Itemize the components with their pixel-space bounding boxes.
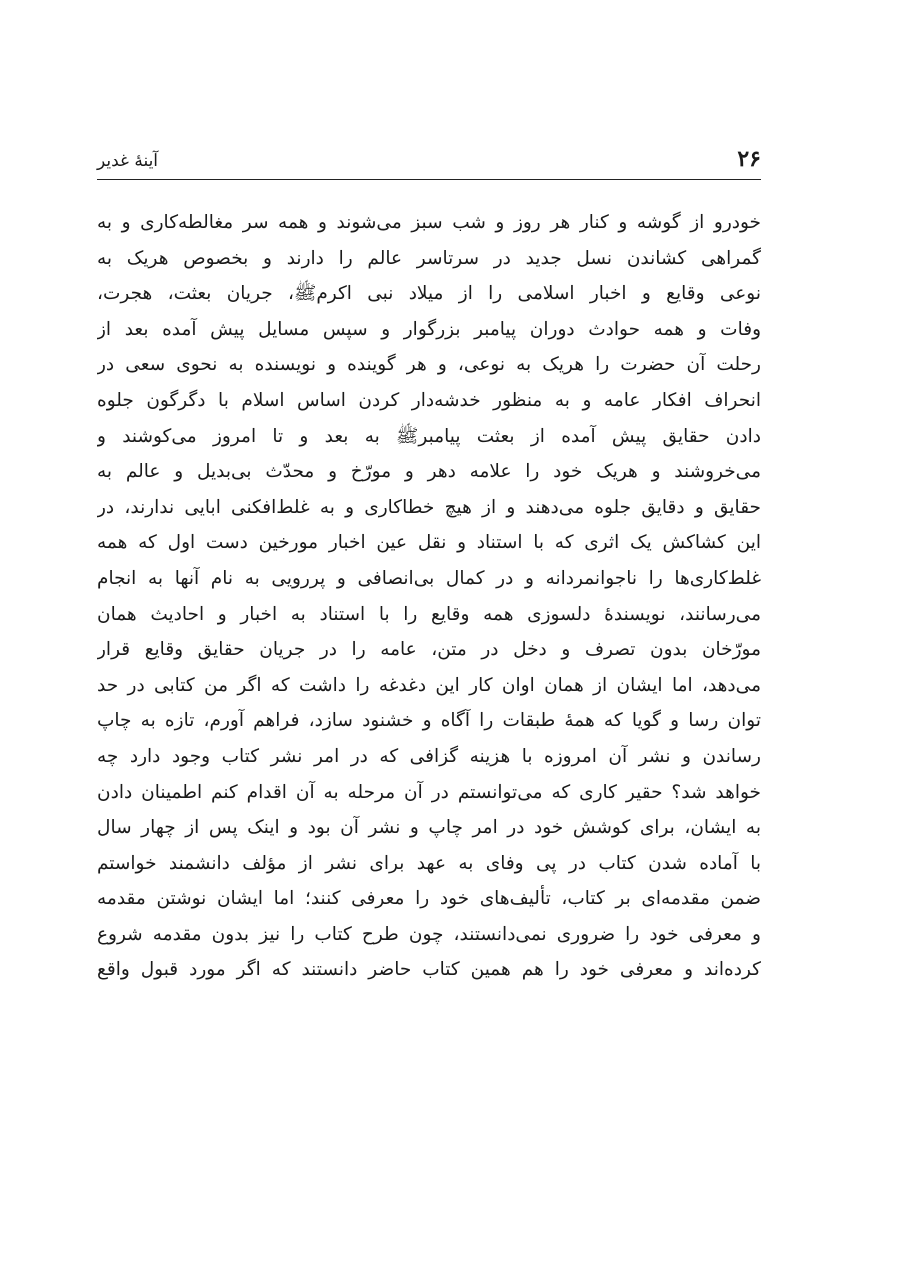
text-line: کرده‌اند و معرفی خود را هم همین کتاب حاضر دانستند که اگر مورد قبول واقع: [97, 959, 761, 981]
text-line: می‌خروشند و هریک خود را علامه دهر و مورّخ و محدّث بی‌بدیل و عالم به: [97, 461, 761, 483]
text-line: انحراف افکار عامه و به منظور خدشه‌دار کردن اساس اسلام با دگرگون جلوه: [97, 389, 761, 411]
text-line: و معرفی خود را ضروری نمی‌دانستند، چون طرح کتاب را نیز بدون مقدمه شروع: [97, 923, 761, 945]
header-rule: [97, 179, 761, 180]
book-title: آینۀ غدیر: [97, 151, 159, 171]
text-line: دادن حقایق پیش آمده از بعثت پیامبرﷺ به بعد و تا امروز می‌کوشند و: [97, 425, 761, 447]
text-line: ضمن مقدمه‌ای بر کتاب، تألیف‌های خود را معرفی کنند؛ اما ایشان نوشتن مقدمه: [97, 888, 761, 910]
text-line: به ایشان، برای کوشش خود در امر چاپ و نشر آن بود و اینک پس از چهار سال: [97, 817, 761, 839]
text-line: می‌رسانند، نویسندۀ دلسوزی همه وقایع را با استناد به اخبار و احادیث همان: [97, 603, 761, 625]
text-line: این کشاکش یک اثری که با استناد و نقل عین اخبار مورخین دست اول که همه: [97, 532, 761, 554]
text-line: مورّخان بدون تصرف و دخل در متن، عامه را در جریان حقایق وقایع قرار: [97, 639, 761, 661]
text-line: با آماده شدن کتاب در پی وفای به عهد برای نشر از مؤلف دانشمند خواستم: [97, 852, 761, 874]
text-line: نوعی وقایع و اخبار اسلامی را از میلاد نبی اکرمﷺ، جریان بعثت، هجرت،: [97, 283, 761, 305]
text-line: غلط‌کاری‌ها را ناجوانمردانه و در کمال بی‌انصافی و پررویی به نام آنها به انجام: [97, 567, 761, 589]
text-line: توان رسا و گویا که همۀ طبقات را آگاه و خشنود سازد، فراهم آورم، تازه به چاپ: [97, 710, 761, 732]
text-line: خودرو از گوشه و کنار هر روز و شب سبز می‌شوند و همه سر مغالطه‌کاری و به: [97, 212, 761, 233]
running-head: [97, 140, 761, 180]
text-line: می‌دهد، اما ایشان از همان اوان کار این دغدغه را داشت که اگر من کتابی در حد: [97, 674, 761, 696]
text-line: حقایق و دقایق جلوه می‌دهند و از هیچ خطاکاری و به غلط‌افکنی ابایی ندارند، در: [97, 496, 761, 518]
text-line: گمراهی کشاندن نسل جدید در سرتاسر عالم را دارند و بخصوص هریک به: [97, 247, 761, 269]
text-line: وفات و همه حوادث دوران پیامبر بزرگوار و سپس مسایل پیش آمده بعد از: [97, 318, 761, 340]
text-line: خواهد شد؟ حقیر کاری که می‌توانستم در آن مرحله به آن اقدام کنم اطمینان دادن: [97, 781, 761, 803]
text-line: رساندن و نشر آن امروزه با هزینه گزافی که در امر نشر کتاب وجود دارد چه: [97, 745, 761, 767]
text-line: رحلت آن حضرت را هریک به نوعی، و هر گوینده و نویسنده به نحوی سعی در: [97, 354, 761, 376]
page-number: ۲۶: [737, 146, 761, 172]
body-text: [97, 205, 761, 988]
